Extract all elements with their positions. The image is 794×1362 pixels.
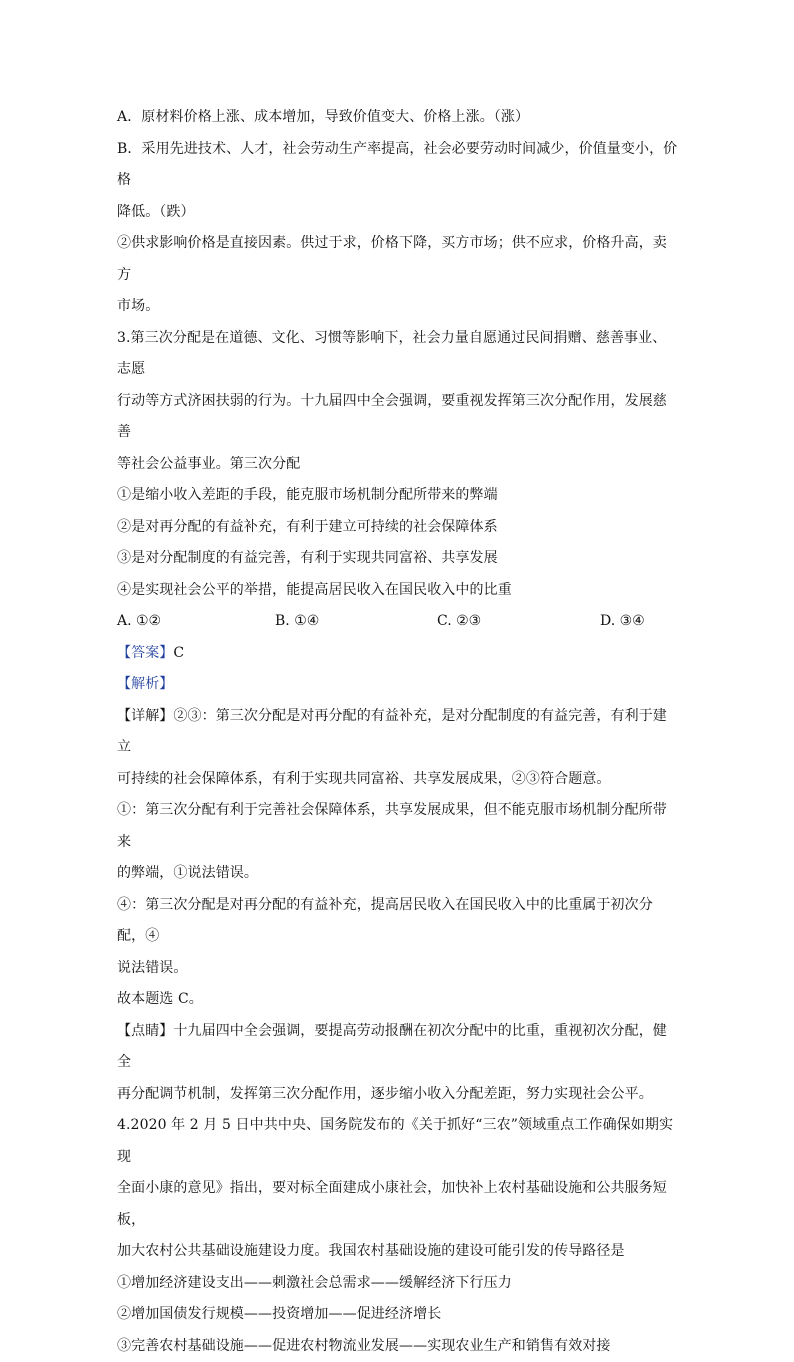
q3-answer [117,638,679,670]
key-text-1: 十九届四中全会强调，要提高劳动报酬在初次分配中的比重，重视初次分配，健全 [117,1023,667,1071]
analysis-tag: 【解析】 [117,676,173,692]
q3-stem-line3: 等社会公益事业。第三次分配 [117,449,679,481]
q3-conclusion: 故本题选 C。 [117,984,679,1016]
q3-detail-line2: 可持续的社会保障体系，有利于实现共同富裕、共享发展成果，②③符合题意。 [117,764,679,796]
q4-item-1: ①增加经济建设支出——刺激社会总需求——缓解经济下行压力 [117,1268,679,1300]
q4-stem-line2: 全面小康的意见》指出，要对标全面建成小康社会，加快补上农村基础设施和公共服务短板， [117,1173,679,1236]
q3-item-4: ④是实现社会公平的举措，能提高居民收入在国民收入中的比重 [117,575,679,607]
option-a-explanation: A．原材料价格上涨、成本增加，导致价值变大、价格上涨。（涨） [117,102,679,134]
q3-item-2: ②是对再分配的有益补充，有利于建立可持续的社会保障体系 [117,512,679,544]
q3-option-a: A. ①② [117,606,275,638]
q3-point4-line1: ④：第三次分配是对再分配的有益补充，提高居民收入在国民收入中的比重属于初次分配，④ [117,890,679,953]
q4-stem-line3: 加大农村公共基础设施建设力度。我国农村基础设施的建设可能引发的传导路径是 [117,1236,679,1268]
q3-detail-line1 [117,701,679,764]
q3-point1-line1: ①：第三次分配有利于完善社会保障体系，共享发展成果，但不能克服市场机制分配所带来 [117,795,679,858]
q3-option-c: C. ②③ [437,606,600,638]
option-b-explanation-line1: B．采用先进技术、人才，社会劳动生产率提高，社会必要劳动时间减少，价值量变小，价格 [117,134,679,197]
q4-item-3: ③完善农村基础设施——促进农村物流业发展——实现农业生产和销售有效对接 [117,1331,679,1362]
key-tag: 【点睛】 [117,1023,173,1039]
detail-text-1: ②③：第三次分配是对再分配的有益补充，是对分配制度的有益完善，有利于建立 [117,708,667,756]
q3-stem-line2: 行动等方式济困扶弱的行为。十九届四中全会强调，要重视发挥第三次分配作用，发展慈善 [117,386,679,449]
q4-item-2: ②增加国债发行规模——投资增加——促进经济增长 [117,1299,679,1331]
q3-key-line2: 再分配调节机制，发挥第三次分配作用，逐步缩小收入分配差距，努力实现社会公平。 [117,1079,679,1111]
q3-analysis [117,669,679,701]
q3-option-b: B. ①④ [275,606,437,638]
q3-point4-line2: 说法错误。 [117,953,679,985]
q3-key-line1 [117,1016,679,1079]
supply-demand-line2: 市场。 [117,291,679,323]
page-content [117,102,679,1362]
supply-demand-line1: ②供求影响价格是直接因素。供过于求，价格下降，买方市场；供不应求，价格升高，卖方 [117,228,679,291]
q4-stem-line1: 4.2020 年 2 月 5 日中共中央、国务院发布的《关于抓好“三农”领域重点工作确保如期实现 [117,1110,679,1173]
q3-item-1: ①是缩小收入差距的手段，能克服市场机制分配所带来的弊端 [117,480,679,512]
answer-tag: 【答案】 [117,645,173,661]
q3-option-d: D. ③④ [600,606,679,638]
q3-item-3: ③是对分配制度的有益完善，有利于实现共同富裕、共享发展 [117,543,679,575]
q3-options [117,606,679,638]
option-b-explanation-line2: 降低。（跌） [117,197,679,229]
q3-stem-line1: 3.第三次分配是在道德、文化、习惯等影响下，社会力量自愿通过民间捐赠、慈善事业、志愿 [117,323,679,386]
answer-value: C [173,645,184,661]
q3-point1-line2: 的弊端，①说法错误。 [117,858,679,890]
detail-tag: 【详解】 [117,708,173,724]
